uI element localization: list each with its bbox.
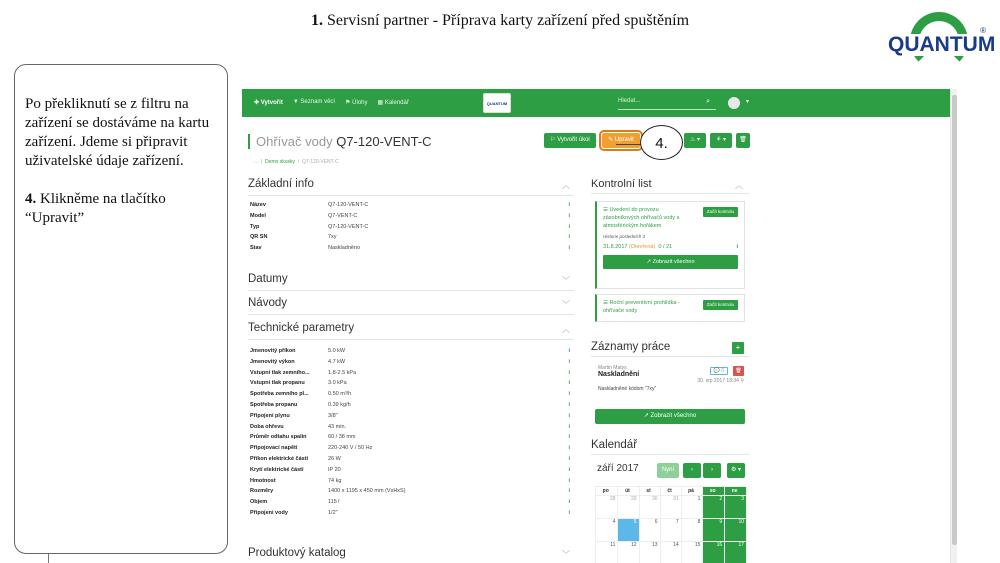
breadcrumb-link[interactable]: Demo skusky bbox=[265, 159, 296, 165]
start-check-button[interactable]: Začít kontrolu bbox=[703, 300, 738, 310]
section-basic-info[interactable]: Základní info ︿ bbox=[248, 178, 574, 196]
checklist-history: Historie posledních 3 bbox=[603, 234, 646, 239]
calendar-day-header: pá bbox=[681, 487, 703, 496]
param-label: Připojení plynu bbox=[250, 412, 290, 419]
info-icon[interactable]: i bbox=[568, 509, 570, 516]
param-value: 1/2" bbox=[328, 509, 338, 516]
nav-tasks[interactable]: ⚑ Úlohy bbox=[345, 100, 368, 106]
param-label: Vstupní tlak propanu bbox=[250, 380, 305, 387]
param-value: 0.39 kg/h bbox=[328, 401, 351, 408]
param-label: Rozměry bbox=[250, 488, 274, 495]
info-icon[interactable]: i bbox=[568, 369, 570, 376]
param-value: 0.50 m³/h bbox=[328, 391, 352, 398]
param-label: Model bbox=[250, 212, 266, 219]
chevron-down-icon: ﹀ bbox=[562, 276, 570, 285]
param-value: 5.0 kW bbox=[328, 348, 346, 354]
param-value: 60 / 38 mm bbox=[328, 434, 356, 441]
param-row bbox=[250, 476, 570, 487]
note-step: 4. Klikněme na tlačítko “Upravit” bbox=[25, 191, 166, 226]
quantum-logo bbox=[886, 12, 996, 82]
callout-pointer bbox=[616, 144, 642, 145]
param-row bbox=[250, 508, 570, 519]
param-value: IP 20 bbox=[328, 466, 341, 473]
param-label: Připojení vody bbox=[250, 509, 288, 516]
calendar-day[interactable]: 13 bbox=[639, 542, 660, 563]
calendar-day[interactable]: 31 bbox=[660, 496, 681, 519]
param-row bbox=[250, 200, 570, 211]
param-label: Příkon elektrické části bbox=[250, 455, 309, 462]
chevron-up-icon[interactable]: ︿ bbox=[562, 181, 570, 190]
tools-dropdown-button[interactable]: ♨ ▾ bbox=[684, 133, 706, 148]
calendar-day[interactable]: 3 bbox=[725, 496, 747, 519]
info-icon[interactable]: i bbox=[568, 423, 570, 430]
calendar-day-header: út bbox=[618, 487, 639, 496]
calendar-day-header: so bbox=[703, 487, 725, 496]
users-dropdown-button[interactable]: ⚘ ▾ bbox=[710, 133, 732, 148]
show-all-checklist-button[interactable]: ↗ Zobrazit všechno bbox=[603, 255, 738, 269]
param-label: Průměr odtahu spalin bbox=[250, 434, 307, 441]
calendar-panel: Kalendář bbox=[591, 439, 749, 455]
info-icon[interactable]: i bbox=[568, 401, 570, 408]
chevron-up-icon[interactable]: ︿ bbox=[735, 181, 743, 190]
param-row bbox=[250, 243, 570, 254]
chevron-down-icon: ﹀ bbox=[562, 550, 570, 559]
calendar-day[interactable]: 4 bbox=[596, 519, 618, 542]
app-window bbox=[242, 89, 950, 563]
param-label: Hmotnost bbox=[250, 477, 276, 484]
param-row bbox=[250, 432, 570, 443]
scrollbar[interactable] bbox=[950, 89, 957, 563]
checklist-record[interactable]: 31.8.2017 (Otevřená) 0 / 21 i bbox=[603, 244, 738, 250]
param-label: Typ bbox=[250, 223, 260, 230]
info-icon[interactable]: i bbox=[568, 477, 570, 484]
delete-button[interactable]: 🗑 bbox=[736, 133, 750, 148]
param-label: Krytí elektrické části bbox=[250, 466, 304, 473]
info-icon[interactable]: i bbox=[568, 245, 570, 252]
calendar-grid bbox=[595, 486, 747, 563]
step-callout: 4. bbox=[640, 125, 683, 160]
comments-button[interactable]: 💬 0 bbox=[710, 367, 728, 375]
brand-logo[interactable]: QUANTUM bbox=[483, 93, 511, 113]
search-input[interactable]: Hledat... ⌕ bbox=[618, 98, 716, 110]
info-icon[interactable]: i bbox=[568, 358, 570, 365]
param-row bbox=[250, 486, 570, 497]
param-value: 115 l bbox=[328, 499, 340, 506]
calendar-day[interactable]: 6 bbox=[639, 519, 660, 542]
work-text: Naskladněné kódom "7xy" bbox=[598, 386, 657, 392]
calendar-day[interactable]: 28 bbox=[596, 496, 618, 519]
param-value: 43 min. bbox=[328, 423, 347, 430]
param-label: Spotřeba zemního pl... bbox=[250, 391, 309, 398]
param-row bbox=[250, 443, 570, 454]
param-value: 220-240 V / 50 Hz bbox=[328, 445, 373, 452]
param-value: 26 W bbox=[328, 455, 341, 462]
calendar-day[interactable]: 14 bbox=[660, 542, 681, 563]
info-icon[interactable]: i bbox=[568, 488, 570, 495]
start-check-button[interactable]: Začít kontrolu bbox=[703, 207, 738, 217]
param-value: Q7-120-VENT-C bbox=[328, 202, 369, 208]
add-work-record-button[interactable]: + bbox=[732, 342, 744, 354]
calendar-day[interactable]: 16 bbox=[703, 542, 725, 563]
info-icon[interactable]: i bbox=[568, 445, 570, 452]
info-icon[interactable]: i bbox=[568, 223, 570, 230]
info-icon[interactable]: i bbox=[568, 348, 570, 354]
create-task-button[interactable]: ⚐ Vytvořit úkol bbox=[544, 133, 596, 148]
info-icon[interactable]: i bbox=[568, 234, 570, 241]
param-row bbox=[250, 232, 570, 243]
scrollbar-thumb[interactable] bbox=[952, 95, 957, 545]
param-value: 4.7 kW bbox=[328, 358, 346, 365]
checklist-panel bbox=[591, 178, 749, 194]
param-value: 74 kg bbox=[328, 477, 342, 484]
instruction-note bbox=[14, 64, 228, 554]
param-row bbox=[250, 211, 570, 222]
calendar-day[interactable]: 11 bbox=[596, 542, 618, 563]
note-paragraph: Po překliknutí se z filtru na zařízení se dostáváme na kartu zařízení. Jdeme si připravit uživatelské údaje zařízení. bbox=[25, 96, 210, 169]
calendar-now-button[interactable]: Nyní bbox=[657, 463, 679, 478]
param-row bbox=[250, 465, 570, 476]
param-value: Q7-120-VENT-C bbox=[328, 223, 369, 230]
calendar-day[interactable]: 12 bbox=[618, 542, 639, 563]
param-row bbox=[250, 411, 570, 422]
param-label: Vstupní tlak zemního... bbox=[250, 369, 310, 376]
calendar-day[interactable]: 15 bbox=[681, 542, 703, 563]
calendar-day[interactable]: 2 bbox=[703, 496, 725, 519]
delete-record-button[interactable]: 🗑 bbox=[733, 366, 744, 376]
calendar-next-button[interactable]: › bbox=[703, 463, 721, 478]
work-author: Martin Matys bbox=[598, 365, 627, 371]
param-row bbox=[250, 346, 570, 357]
info-icon[interactable]: i bbox=[568, 391, 570, 398]
param-value: 1.8-2.5 kPa bbox=[328, 369, 357, 376]
checklist-card bbox=[595, 201, 745, 289]
chevron-up-icon: ︿ bbox=[562, 325, 570, 334]
info-icon[interactable]: i bbox=[568, 455, 570, 462]
param-label: Objem bbox=[250, 499, 268, 506]
param-label: Doba ohřevu bbox=[250, 423, 284, 430]
param-row bbox=[250, 400, 570, 411]
show-all-work-button[interactable]: ↗ Zobrazit všechno bbox=[595, 409, 745, 424]
user-avatar[interactable] bbox=[728, 97, 740, 109]
calendar-day[interactable]: 1 bbox=[681, 496, 703, 519]
work-records-panel: Záznamy práce bbox=[591, 341, 749, 357]
page-title: Ohřívač vody Q7-120-VENT-C bbox=[248, 134, 432, 149]
logo-text: QUANTUM bbox=[888, 33, 996, 56]
calendar-settings-button[interactable]: ⚙ ▾ bbox=[727, 463, 745, 478]
param-label: Jmenovitý příkon bbox=[250, 348, 296, 354]
calendar-day[interactable]: 8 bbox=[681, 519, 703, 542]
work-entry-title: Naskladnění bbox=[598, 371, 640, 378]
breadcrumb-current: Q7-120-VENT-C bbox=[302, 159, 339, 165]
calendar-day-header: st bbox=[639, 487, 660, 496]
param-label: QR SN bbox=[250, 234, 268, 241]
param-label: Jmenovitý výkon bbox=[250, 358, 295, 365]
param-row bbox=[250, 422, 570, 433]
info-icon[interactable]: i bbox=[568, 380, 570, 387]
nav-calendar[interactable]: ▦ Kalendář bbox=[377, 100, 409, 106]
checklist-card bbox=[595, 294, 745, 322]
info-icon[interactable]: i bbox=[568, 412, 570, 419]
calendar-day[interactable]: 29 bbox=[618, 496, 639, 519]
param-row bbox=[250, 378, 570, 389]
param-row bbox=[250, 222, 570, 233]
param-value: Naskladněno bbox=[328, 245, 361, 252]
param-row bbox=[250, 368, 570, 379]
param-label: Spotřeba propanu bbox=[250, 401, 298, 408]
param-label: Stav bbox=[250, 245, 262, 252]
section-product-catalog[interactable]: Produktový katalog ﹀ bbox=[248, 547, 570, 559]
param-value: Q7-VENT-C bbox=[328, 212, 358, 219]
param-value: 1400 x 1195 x 450 mm (VxHxS) bbox=[328, 488, 406, 495]
calendar-day-header: čt bbox=[660, 487, 681, 496]
info-icon[interactable]: i bbox=[568, 434, 570, 441]
logo-registered-mark: ® bbox=[980, 26, 986, 35]
param-row bbox=[250, 389, 570, 400]
work-date: 30. srp 2017 18:34 ⚲ bbox=[697, 378, 744, 384]
param-label: Název bbox=[250, 202, 266, 208]
param-row bbox=[250, 357, 570, 368]
nav-create[interactable]: ✚ Vytvořit bbox=[254, 100, 283, 106]
section-navody[interactable]: Návody ﹀ bbox=[248, 297, 574, 315]
edit-button[interactable]: ✎ Upravit bbox=[602, 133, 640, 148]
nav-list[interactable]: ▼ Seznam věcí bbox=[292, 99, 336, 105]
user-menu-caret-icon[interactable]: ▾ bbox=[746, 99, 750, 105]
slide-title: 1. Servisní partner - Příprava karty zařízení před spuštěním bbox=[310, 12, 690, 29]
info-icon[interactable]: i bbox=[568, 466, 570, 473]
search-icon[interactable]: ⌕ bbox=[706, 98, 710, 105]
checklist-card-title[interactable]: ☰ Roční preventivní prohlídka - ohřívače vody bbox=[603, 300, 680, 314]
param-value: 7xy bbox=[328, 234, 337, 241]
calendar-prev-button[interactable]: ‹ bbox=[683, 463, 701, 478]
param-row bbox=[250, 497, 570, 508]
checklist-card-title[interactable]: ☰ Uvedení do provozu zásobníkových ohřívačů vody s atmosférickým hořákem bbox=[603, 207, 680, 229]
calendar-day-header: po bbox=[596, 487, 618, 496]
param-value: 3/8" bbox=[328, 412, 338, 419]
param-row bbox=[250, 454, 570, 465]
calendar-day[interactable]: 17 bbox=[725, 542, 747, 563]
checklist-title: Kontrolní list bbox=[591, 178, 652, 190]
section-tech-params[interactable]: Technické parametry ︿ bbox=[248, 322, 574, 340]
calendar-day[interactable]: 10 bbox=[725, 519, 747, 542]
calendar-day[interactable]: 9 bbox=[703, 519, 725, 542]
calendar-day[interactable]: 7 bbox=[660, 519, 681, 542]
info-icon[interactable]: i bbox=[568, 499, 570, 506]
work-record bbox=[598, 365, 748, 392]
param-value: 3.0 kPa bbox=[328, 380, 347, 387]
top-navbar bbox=[242, 89, 950, 117]
calendar-day-header: ne bbox=[725, 487, 747, 496]
calendar-day[interactable]: 30 bbox=[639, 496, 660, 519]
tech-params-list bbox=[250, 346, 570, 519]
breadcrumb: ... | Demo skusky / Q7-120-VENT-C bbox=[254, 159, 339, 165]
basic-info-list bbox=[250, 200, 570, 254]
info-icon[interactable]: i bbox=[568, 202, 570, 208]
divider bbox=[48, 554, 49, 563]
param-label: Připojovací napětí bbox=[250, 445, 298, 452]
section-datumy[interactable]: Datumy ﹀ bbox=[248, 273, 574, 291]
chevron-down-icon: ﹀ bbox=[562, 300, 570, 309]
calendar-month: září 2017 bbox=[597, 463, 639, 474]
info-icon[interactable]: i bbox=[568, 212, 570, 219]
main-nav bbox=[254, 99, 409, 106]
calendar-day[interactable]: 5 bbox=[618, 519, 639, 542]
